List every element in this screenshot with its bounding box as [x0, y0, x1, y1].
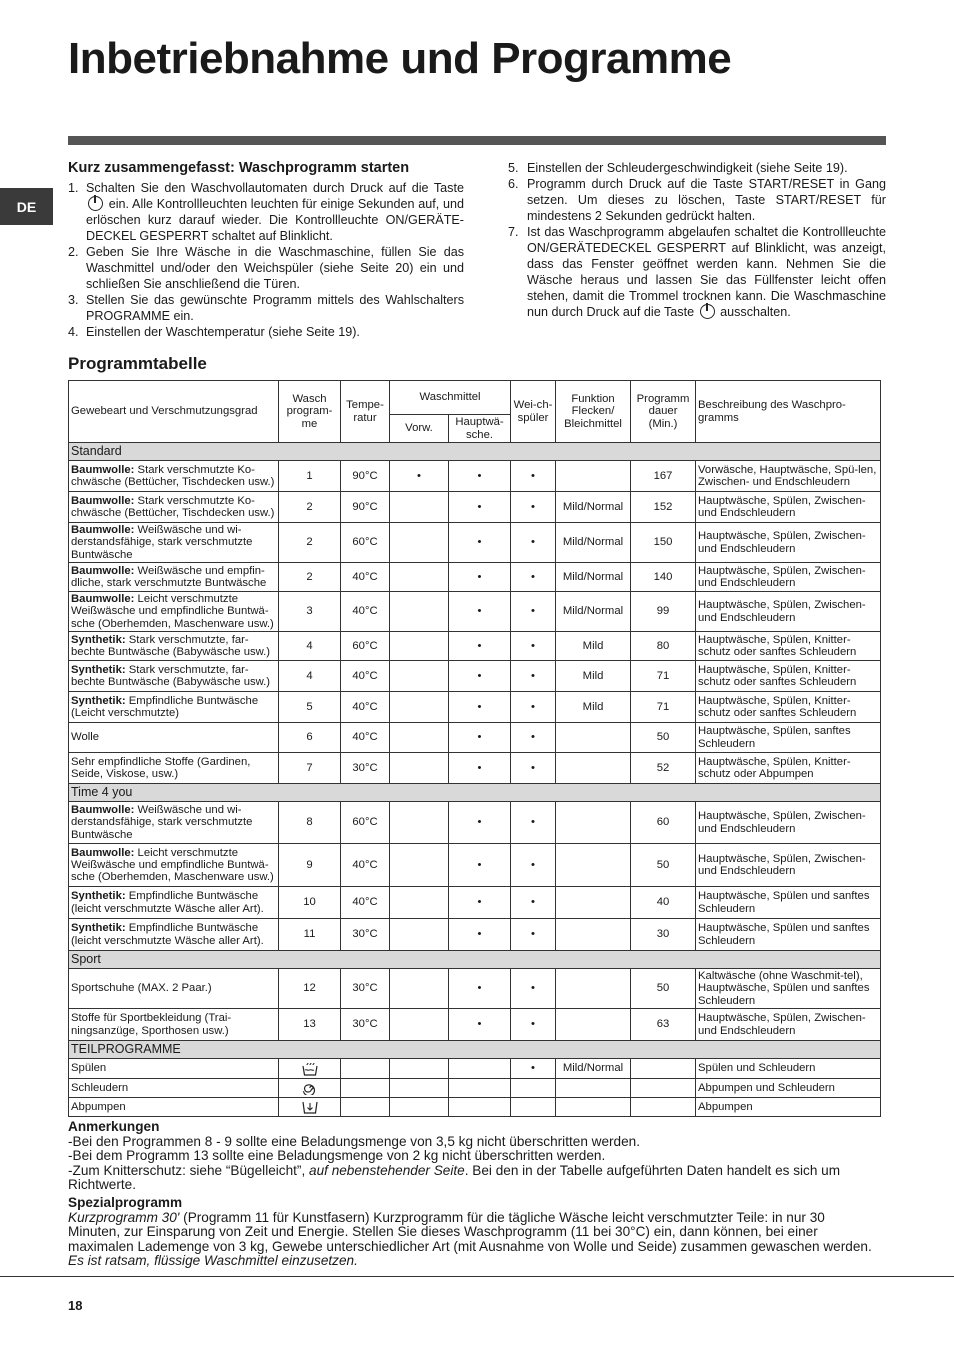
- mainwash-cell: •: [449, 887, 511, 919]
- mainwash-cell: •: [449, 1009, 511, 1041]
- description-cell: Hauptwäsche, Spülen, Zwischen- und Endschleudern: [696, 844, 881, 887]
- duration-cell: 150: [631, 523, 696, 563]
- stain-cell: Mild: [556, 692, 631, 723]
- description-cell: Hauptwäsche, Spülen, sanftes Schleudern: [696, 723, 881, 753]
- step-6: 6. Programm durch Druck auf die Taste START/RESET in Gang setzen. Um dieses zu löschen, Taste START/RESET für mindestens 2 Sekunden gedrückt halten.: [508, 177, 886, 223]
- special-text: Kurzprogramm 30' (Programm 11 für Kunstfasern) Kurzprogramm für die tägliche Wäsche leicht verschmutzter Teile: in nur 30 Minuten, zur Einsparung von Zeit und Energie. Stellen Sie dieses Waschprogramm (11 bei 30°C) ein, dann können, bei einer maximalen Lademenge von 3 kg, Gewebe unterschiedlicher Art (mit Ausnahme von Wolle und Seide) zusammen gewaschen werden. Es ist ratsam, flüssige Waschmittel einzusetzen.: [68, 1209, 872, 1269]
- duration-cell: 167: [631, 461, 696, 492]
- prewash-cell: [390, 753, 449, 784]
- description-cell: Hauptwäsche, Spülen und sanftes Schleudern: [696, 887, 881, 919]
- stain-cell: Mild/Normal: [556, 492, 631, 523]
- stain-cell: Mild/Normal: [556, 1059, 631, 1079]
- header-fabric: Gewebeart und Verschmutzungsgrad: [69, 381, 279, 443]
- mainwash-cell: •: [449, 632, 511, 661]
- stain-cell: [556, 919, 631, 951]
- prewash-cell: [390, 802, 449, 844]
- description-cell: Hauptwäsche, Spülen, Zwischen- und Endschleudern: [696, 563, 881, 592]
- duration-cell: 63: [631, 1009, 696, 1041]
- prewash-cell: [390, 1079, 449, 1098]
- softener-cell: •: [511, 692, 556, 723]
- header-description: Beschreibung des Waschpro-gramms: [696, 381, 881, 443]
- prewash-cell: [390, 592, 449, 632]
- stain-cell: [556, 461, 631, 492]
- special-heading: Spezialprogramm: [68, 1194, 183, 1210]
- header-temperature: Tempe-ratur: [341, 381, 390, 443]
- note-line: -Bei den Programmen 8 - 9 sollte eine Beladungsmenge von 3,5 kg nicht überschritten werden.: [68, 1133, 641, 1149]
- program-cell: 7: [279, 753, 341, 784]
- duration-cell: 50: [631, 844, 696, 887]
- note-line: -Bei dem Programm 13 sollte eine Beladungsmenge von 2 kg nicht überschritten werden.: [68, 1148, 606, 1164]
- description-cell: Vorwäsche, Hauptwäsche, Spü-len, Zwischen- und Endschleudern: [696, 461, 881, 492]
- duration-cell: 152: [631, 492, 696, 523]
- stain-cell: Mild: [556, 661, 631, 692]
- fabric-cell: Spülen: [69, 1059, 279, 1079]
- step-3: 3. Stellen Sie das gewünschte Programm mittels des Wahlschalters PROGRAMME ein.: [68, 293, 464, 323]
- fabric-cell: Baumwolle: Weißwäsche und wi-derstandsfähige, stark verschmutzte Buntwäsche: [69, 523, 279, 563]
- program-cell: 8: [279, 802, 341, 844]
- step-1: 1. Schalten Sie den Waschvollautomaten durch Druck auf die Taste ein. Alle Kontrollleuchten leuchten für einige Sekunden auf, und erlöschen kurz darauf wieder. Die Kontrollleuchte ON/GERÄTE-DECKEL GESPERRT schaltet auf Blinklicht.: [68, 181, 465, 243]
- duration-cell: 50: [631, 969, 696, 1009]
- step-4: 4. Einstellen der Waschtemperatur (siehe Seite 19).: [68, 325, 360, 339]
- fabric-cell: Synthetik: Stark verschmutzte, far-bechte Buntwäsche (Babywäsche usw.): [69, 661, 279, 692]
- description-cell: Abpumpen: [696, 1098, 881, 1117]
- notes-section: [68, 1120, 880, 1269]
- fabric-cell: Schleudern: [69, 1079, 279, 1098]
- temperature-cell: 30°C: [341, 1009, 390, 1041]
- mainwash-cell: •: [449, 844, 511, 887]
- program-cell: 2: [279, 492, 341, 523]
- softener-cell: •: [511, 723, 556, 753]
- power-icon: [88, 196, 103, 211]
- description-cell: Hauptwäsche, Spülen, Knitter-schutz oder sanftes Schleudern: [696, 661, 881, 692]
- table-row: [69, 692, 881, 723]
- softener-cell: •: [511, 844, 556, 887]
- table-row: [69, 1009, 881, 1041]
- step-5: 5. Einstellen der Schleudergeschwindigkeit (siehe Seite 19).: [508, 161, 848, 175]
- table-heading: Programmtabelle: [68, 354, 207, 373]
- temperature-cell: 40°C: [341, 592, 390, 632]
- quick-start-heading: Kurz zusammengefasst: Waschprogramm starten: [68, 160, 410, 176]
- header-stain: Funktion Flecken/ Bleichmittel: [556, 381, 631, 443]
- step-2: 2. Geben Sie Ihre Wäsche in die Waschmaschine, füllen Sie das Waschmittel und/oder den Weichspüler (siehe Seite 20) ein und schließen Sie anschließend die Türen.: [68, 245, 464, 291]
- group-name: Time 4 you: [69, 784, 881, 802]
- stain-cell: [556, 844, 631, 887]
- group-header-row: [69, 951, 881, 969]
- mainwash-cell: •: [449, 461, 511, 492]
- softener-cell: •: [511, 492, 556, 523]
- program-cell: [279, 1098, 341, 1117]
- fabric-cell: Synthetik: Empfindliche Buntwäsche (Leicht verschmutzte): [69, 692, 279, 723]
- description-cell: Hauptwäsche, Spülen, Zwischen- und Endschleudern: [696, 592, 881, 632]
- temperature-cell: [341, 1079, 390, 1098]
- duration-cell: 30: [631, 919, 696, 951]
- softener-cell: •: [511, 887, 556, 919]
- notes-heading: Anmerkungen: [68, 1119, 160, 1134]
- prewash-cell: [390, 919, 449, 951]
- stain-cell: [556, 1098, 631, 1117]
- temperature-cell: 40°C: [341, 692, 390, 723]
- mainwash-cell: •: [449, 802, 511, 844]
- duration-cell: 71: [631, 661, 696, 692]
- page-number: 18: [68, 1298, 83, 1313]
- stain-cell: [556, 1079, 631, 1098]
- table-row: [69, 969, 881, 1009]
- mainwash-cell: •: [449, 753, 511, 784]
- mainwash-cell: •: [449, 969, 511, 1009]
- duration-cell: 50: [631, 723, 696, 753]
- duration-cell: [631, 1098, 696, 1117]
- program-cell: [279, 1059, 341, 1079]
- duration-cell: 71: [631, 692, 696, 723]
- softener-cell: [511, 1098, 556, 1117]
- drain-icon: [302, 1100, 318, 1114]
- program-cell: 1: [279, 461, 341, 492]
- table-row: [69, 492, 881, 523]
- softener-cell: [511, 1079, 556, 1098]
- mainwash-cell: [449, 1079, 511, 1098]
- duration-cell: 80: [631, 632, 696, 661]
- fabric-cell: Stoffe für Sportbekleidung (Trai-ningsanzüge, Sporthosen usw.): [69, 1009, 279, 1041]
- description-cell: Hauptwäsche, Spülen, Zwischen- und Endschleudern: [696, 523, 881, 563]
- fabric-cell: Baumwolle: Weißwäsche und empfin-dliche, stark verschmutzte Buntwäsche: [69, 563, 279, 592]
- fabric-cell: Sehr empfindliche Stoffe (Gardinen, Seide, Viskose, usw.): [69, 753, 279, 784]
- temperature-cell: 60°C: [341, 802, 390, 844]
- header-prewash: Vorw.: [390, 415, 449, 443]
- header-softener: Wei-ch-spüler: [511, 381, 556, 443]
- table-row: [69, 844, 881, 887]
- duration-cell: 140: [631, 563, 696, 592]
- table-row: [69, 563, 881, 592]
- header-mainwash: Hauptwä-sche.: [449, 415, 511, 443]
- temperature-cell: 40°C: [341, 723, 390, 753]
- prewash-cell: [390, 632, 449, 661]
- softener-cell: •: [511, 802, 556, 844]
- prewash-cell: •: [390, 461, 449, 492]
- fabric-cell: Baumwolle: Stark verschmutzte Ko-chwäsche (Bettücher, Tischdecken usw.): [69, 461, 279, 492]
- language-tab: DE: [0, 188, 53, 225]
- temperature-cell: 40°C: [341, 844, 390, 887]
- prewash-cell: [390, 1009, 449, 1041]
- temperature-cell: 30°C: [341, 969, 390, 1009]
- program-cell: 10: [279, 887, 341, 919]
- mainwash-cell: •: [449, 592, 511, 632]
- fabric-cell: Baumwolle: Weißwäsche und wi-derstandsfähige, stark verschmutzte Buntwäsche: [69, 802, 279, 844]
- softener-cell: •: [511, 461, 556, 492]
- mainwash-cell: [449, 1059, 511, 1079]
- program-cell: [279, 1079, 341, 1098]
- table-row: [69, 1098, 881, 1117]
- step-7: 7. Ist das Waschprogramm abgelaufen schaltet die Kontrollleuchte ON/GERÄTEDECKEL GESPERRT auf Blinklicht, was anzeigt, dass das Fenster geöffnet werden kann. Nehmen Sie die Wäsche heraus und lassen Sie das Füllfenster leicht offen stehen, damit die Trommel trocknen kann. Die Waschmaschine nun durch Druck auf die Taste ausschalten.: [508, 225, 886, 319]
- description-cell: Hauptwäsche, Spülen und sanftes Schleudern: [696, 919, 881, 951]
- softener-cell: •: [511, 661, 556, 692]
- mainwash-cell: •: [449, 563, 511, 592]
- stain-cell: [556, 969, 631, 1009]
- stain-cell: Mild/Normal: [556, 592, 631, 632]
- temperature-cell: [341, 1059, 390, 1079]
- description-cell: Hauptwäsche, Spülen, Zwischen- und Endschleudern: [696, 802, 881, 844]
- description-cell: Kaltwäsche (ohne Waschmit-tel), Hauptwäsche, Spülen und sanftes Schleudern: [696, 969, 881, 1009]
- temperature-cell: [341, 1098, 390, 1117]
- fabric-cell: Baumwolle: Leicht verschmutzte Weißwäsche und empfindliche Buntwä-sche (Oberhemden, Maschenware usw.): [69, 592, 279, 632]
- description-cell: Hauptwäsche, Spülen, Zwischen- und Endschleudern: [696, 492, 881, 523]
- page-title: Inbetriebnahme und Programme: [68, 34, 732, 83]
- fabric-cell: Abpumpen: [69, 1098, 279, 1117]
- fabric-cell: Synthetik: Empfindliche Buntwäsche (leicht verschmutzte Wäsche aller Art).: [69, 919, 279, 951]
- prewash-cell: [390, 563, 449, 592]
- footer-divider: [0, 1276, 954, 1277]
- prewash-cell: [390, 887, 449, 919]
- table-row: [69, 461, 881, 492]
- program-cell: 3: [279, 592, 341, 632]
- temperature-cell: 40°C: [341, 887, 390, 919]
- fabric-cell: Synthetik: Empfindliche Buntwäsche (leicht verschmutzte Wäsche aller Art).: [69, 887, 279, 919]
- program-cell: 4: [279, 661, 341, 692]
- mainwash-cell: •: [449, 661, 511, 692]
- table-row: [69, 1079, 881, 1098]
- softener-cell: •: [511, 753, 556, 784]
- program-cell: 4: [279, 632, 341, 661]
- program-cell: 5: [279, 692, 341, 723]
- group-name: TEILPROGRAMME: [69, 1041, 881, 1059]
- program-cell: 12: [279, 969, 341, 1009]
- note-line: -Zum Knitterschutz: siehe “Bügelleicht”, auf nebenstehender Seite. Bei den in der Tabelle aufgeführten Daten handelt es sich um Richtwerte.: [68, 1162, 841, 1193]
- table-row: [69, 632, 881, 661]
- duration-cell: 40: [631, 887, 696, 919]
- description-cell: Hauptwäsche, Spülen, Zwischen- und Endschleudern: [696, 1009, 881, 1041]
- softener-cell: •: [511, 563, 556, 592]
- fabric-cell: Synthetik: Stark verschmutzte, far-bechte Buntwäsche (Babywäsche usw.): [69, 632, 279, 661]
- description-cell: Spülen und Schleudern: [696, 1059, 881, 1079]
- group-name: Standard: [69, 443, 881, 461]
- mainwash-cell: [449, 1098, 511, 1117]
- quick-start-right-column: [508, 160, 886, 320]
- program-table: [68, 380, 881, 1117]
- duration-cell: 52: [631, 753, 696, 784]
- header-program: Wasch program-me: [279, 381, 341, 443]
- group-header-row: [69, 443, 881, 461]
- table-row: [69, 523, 881, 563]
- temperature-cell: 90°C: [341, 461, 390, 492]
- stain-cell: [556, 802, 631, 844]
- program-cell: 13: [279, 1009, 341, 1041]
- rinse-icon: [302, 1062, 318, 1076]
- duration-cell: 99: [631, 592, 696, 632]
- mainwash-cell: •: [449, 692, 511, 723]
- softener-cell: •: [511, 919, 556, 951]
- header-duration: Programm dauer (Min.): [631, 381, 696, 443]
- quick-start-left-column: [68, 160, 464, 340]
- program-cell: 2: [279, 563, 341, 592]
- prewash-cell: [390, 523, 449, 563]
- mainwash-cell: •: [449, 492, 511, 523]
- softener-cell: •: [511, 592, 556, 632]
- temperature-cell: 30°C: [341, 919, 390, 951]
- fabric-cell: Sportschuhe (MAX. 2 Paar.): [69, 969, 279, 1009]
- group-name: Sport: [69, 951, 881, 969]
- temperature-cell: 60°C: [341, 523, 390, 563]
- header-detergent: Waschmittel: [390, 381, 511, 415]
- prewash-cell: [390, 969, 449, 1009]
- group-header-row: [69, 1041, 881, 1059]
- mainwash-cell: •: [449, 723, 511, 753]
- mainwash-cell: •: [449, 523, 511, 563]
- temperature-cell: 60°C: [341, 632, 390, 661]
- stain-cell: [556, 1009, 631, 1041]
- description-cell: Hauptwäsche, Spülen, Knitter-schutz oder sanftes Schleudern: [696, 692, 881, 723]
- temperature-cell: 30°C: [341, 753, 390, 784]
- softener-cell: •: [511, 523, 556, 563]
- prewash-cell: [390, 1059, 449, 1079]
- title-divider: [68, 136, 886, 145]
- stain-cell: Mild/Normal: [556, 523, 631, 563]
- prewash-cell: [390, 1098, 449, 1117]
- prewash-cell: [390, 661, 449, 692]
- description-cell: Abpumpen und Schleudern: [696, 1079, 881, 1098]
- table-row: [69, 753, 881, 784]
- prewash-cell: [390, 692, 449, 723]
- stain-cell: Mild/Normal: [556, 563, 631, 592]
- prewash-cell: [390, 844, 449, 887]
- program-cell: 9: [279, 844, 341, 887]
- duration-cell: [631, 1079, 696, 1098]
- duration-cell: 60: [631, 802, 696, 844]
- softener-cell: •: [511, 632, 556, 661]
- fabric-cell: Wolle: [69, 723, 279, 753]
- mainwash-cell: •: [449, 919, 511, 951]
- program-cell: 6: [279, 723, 341, 753]
- stain-cell: [556, 753, 631, 784]
- softener-cell: •: [511, 1059, 556, 1079]
- description-cell: Hauptwäsche, Spülen, Knitter-schutz oder sanftes Schleudern: [696, 632, 881, 661]
- stain-cell: [556, 723, 631, 753]
- temperature-cell: 40°C: [341, 563, 390, 592]
- table-row: [69, 723, 881, 753]
- program-cell: 11: [279, 919, 341, 951]
- table-row: [69, 802, 881, 844]
- table-row: [69, 1059, 881, 1079]
- temperature-cell: 40°C: [341, 661, 390, 692]
- table-row: [69, 661, 881, 692]
- softener-cell: •: [511, 969, 556, 1009]
- table-row: [69, 887, 881, 919]
- description-cell: Hauptwäsche, Spülen, Knitter-schutz oder Abpumpen: [696, 753, 881, 784]
- program-cell: 2: [279, 523, 341, 563]
- prewash-cell: [390, 723, 449, 753]
- program-table-body: [69, 443, 881, 1117]
- stain-cell: Mild: [556, 632, 631, 661]
- prewash-cell: [390, 492, 449, 523]
- stain-cell: [556, 887, 631, 919]
- fabric-cell: Baumwolle: Stark verschmutzte Ko-chwäsche (Bettücher, Tischdecken usw.): [69, 492, 279, 523]
- duration-cell: [631, 1059, 696, 1079]
- spin-icon: [302, 1081, 318, 1095]
- table-row: [69, 592, 881, 632]
- softener-cell: •: [511, 1009, 556, 1041]
- power-icon: [700, 304, 715, 319]
- temperature-cell: 90°C: [341, 492, 390, 523]
- table-row: [69, 919, 881, 951]
- group-header-row: [69, 784, 881, 802]
- fabric-cell: Baumwolle: Leicht verschmutzte Weißwäsche und empfindliche Buntwä-sche (Oberhemden, Maschenware usw.): [69, 844, 279, 887]
